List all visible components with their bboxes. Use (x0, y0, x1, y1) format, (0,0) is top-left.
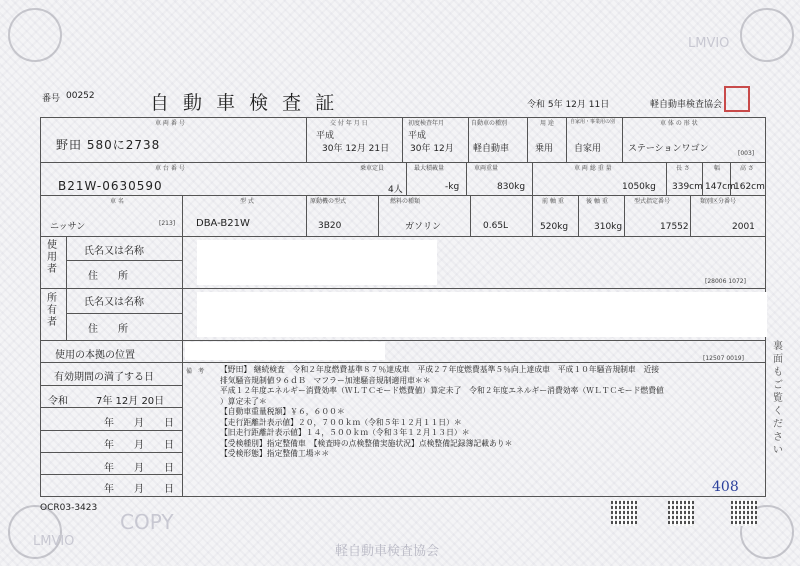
expiry-date: 7年 12月 20日 (96, 396, 165, 407)
form-code: OCR03-3423 (40, 503, 98, 513)
ornament-bottom-left (8, 505, 62, 559)
redacted-owner (197, 292, 767, 337)
height: 162cm (734, 182, 765, 192)
watermark-copy: COPY (120, 510, 174, 534)
vehicle-use: 乗用 (535, 144, 554, 154)
remark-line: 平成１２年度エネルギー消費効率（ＷＬＴＣモード燃費値）算定未了 令和２年度エネルギー消費効率（ＷＬＴＣモード燃費値 (220, 386, 664, 395)
watermark-footer: 軽自動車検査協会 (335, 544, 440, 559)
body-shape: ステーションワゴン (628, 144, 709, 154)
ornament-top-right (740, 8, 794, 62)
max-load: -kg (445, 182, 460, 192)
remark-line: 【受検種別】指定整備車 【検査時の点検整備実施状況】点検整備記録簿記載あり＊ (220, 438, 513, 448)
owner-section-label: 所有者 (47, 293, 57, 328)
width: 147cm (705, 182, 736, 192)
inspection-certificate: LMVIO LMVIO COPY 軽自動車検査協会 番号 00252 自 動 車 検 査 証 令和 5年 12月 11日 軽自動車検査協会 車 両 番 号 野田 580に2738 交 付 年 月 日 平成 30年 12月 21日 初度検査年月 平成 30年 12月 自動車の種別 軽自動車 用 途 乗用 自家用・事業用の別 自家用 車 体 の 形 状 ステーションワゴン [003] 車 台 番 号 B21W-0630590 乗車定員 4人 最大積載量 -kg 車両重量 830kg 車 両 総 重 量 1050kg 長 さ 339cm 幅 147cm 高 さ 162cm 車 名 ニッサン [213] 型 式 DBA-B21W 原動機の型式 3B20 燃料の種類 ガソリン 0.65L 前 軸 重 520kg 後 軸 重 310kg 型式指定番号 17552 類別区分番号 2001 使用者 氏名又は名称 住 所 [28006 1072] 所有者 氏名又は名称 住 所 使用の本拠の位置 [12507 0019] 有効期間の満了する日 令和 7年 12月 20日 年 月 日 年 月 日 年 月 日 年 月 日 備 考 【野田】 継続検査 令和２年度燃費基準８７％達成車 平成２７年度燃費基準５％向上達成車 平成１０年騒音規制車 近接 排気騒音規制値９６ｄＢ マフラー加速騒音規制適用車＊＊ 平成１２年度エネルギー消費効率（ＷＬＴＣモード燃費値）算定未了 令和２年度エネルギー消費効率（ＷＬＴＣモード燃費値 ）算定未了＊ 【自動車重量税額】￥６，６００＊ 【走行距離計表示値】２０，７００ｋｍ（令和５年１２月１１日）＊ 【旧走行距離計表示値】１４，５００ｋｍ（令和３年１２月１３日）＊ 【受検種別】指定整備車 【検査時の点検整備実施状況】点検整備記録簿記載あり＊ 【受検形態】指定整備工場＊＊ OCR03-3423 408 裏面もご覧ください (0, 0, 800, 566)
remark-line: ）算定未了＊ (220, 396, 267, 406)
class-number: 2001 (732, 222, 755, 232)
ornament-top-left (8, 8, 62, 62)
first-inspection-value: 30年 12月 (410, 144, 454, 154)
remark-line: 【自動車重量税額】￥６，６００＊ (220, 407, 345, 416)
redacted-user (197, 240, 437, 285)
handwritten-number: 408 (712, 479, 739, 495)
official-seal (724, 86, 750, 112)
front-axle-weight: 520kg (540, 222, 569, 232)
fuel-type: ガソリン (405, 222, 442, 232)
issue-date: 令和 5年 12月 11日 (527, 100, 610, 110)
expiry-label: 有効期間の満了する日 (54, 372, 154, 383)
type-designation-number: 17552 (660, 222, 689, 232)
gross-weight: 1050kg (622, 182, 656, 192)
page-title: 自 動 車 検 査 証 (150, 92, 339, 114)
certificate-number: 00252 (66, 91, 95, 101)
redacted-base (185, 342, 385, 360)
displacement: 0.65L (483, 221, 509, 231)
issuer: 軽自動車検査協会 (650, 100, 723, 110)
engine-model: 3B20 (318, 221, 342, 231)
remark-line: 【旧走行距離計表示値】１４，５００ｋｍ（令和３年１２月１３日）＊ (220, 428, 470, 437)
side-note: 裏面もご覧ください (773, 341, 783, 456)
maker: ニッサン (50, 222, 86, 232)
issue-date-value: 30年 12月 21日 (322, 144, 390, 154)
remark-line: 【走行距離計表示値】２０，７００ｋｍ（令和５年１２月１１日）＊ (220, 417, 462, 427)
remark-line: 排気騒音規制値９６ｄＢ マフラー加速騒音規制適用車＊＊ (220, 375, 431, 385)
rear-axle-weight: 310kg (594, 222, 623, 232)
chassis-number: B21W-0630590 (58, 179, 163, 193)
qr-code-1 (611, 500, 637, 526)
length: 339cm (672, 182, 703, 192)
vehicle-kind: 軽自動車 (473, 144, 510, 154)
remark-line: 【野田】 継続検査 令和２年度燃費基準８７％達成車 平成２７年度燃費基準５％向上達成車 平成１０年騒音規制車 近接 (220, 365, 660, 374)
vehicle-weight: 830kg (497, 182, 526, 192)
remarks-label: 備 考 (186, 368, 205, 375)
base-location-label: 使用の本拠の位置 (55, 350, 135, 361)
user-section-label: 使用者 (47, 240, 57, 275)
remark-line: 【受検形態】指定整備工場＊＊ (220, 449, 330, 458)
qr-code-2 (668, 500, 694, 526)
private-or-business: 自家用 (574, 144, 602, 154)
model: DBA-B21W (196, 218, 250, 229)
number-label: 番号 (42, 94, 61, 104)
watermark-top: LMVIO (688, 36, 730, 51)
registration-number: 野田 580に2738 (56, 138, 161, 152)
remarks-block (220, 365, 664, 460)
watermark-bottom: LMVIO (33, 534, 75, 549)
seating-capacity: 4人 (388, 185, 403, 195)
qr-code-3 (731, 500, 757, 526)
